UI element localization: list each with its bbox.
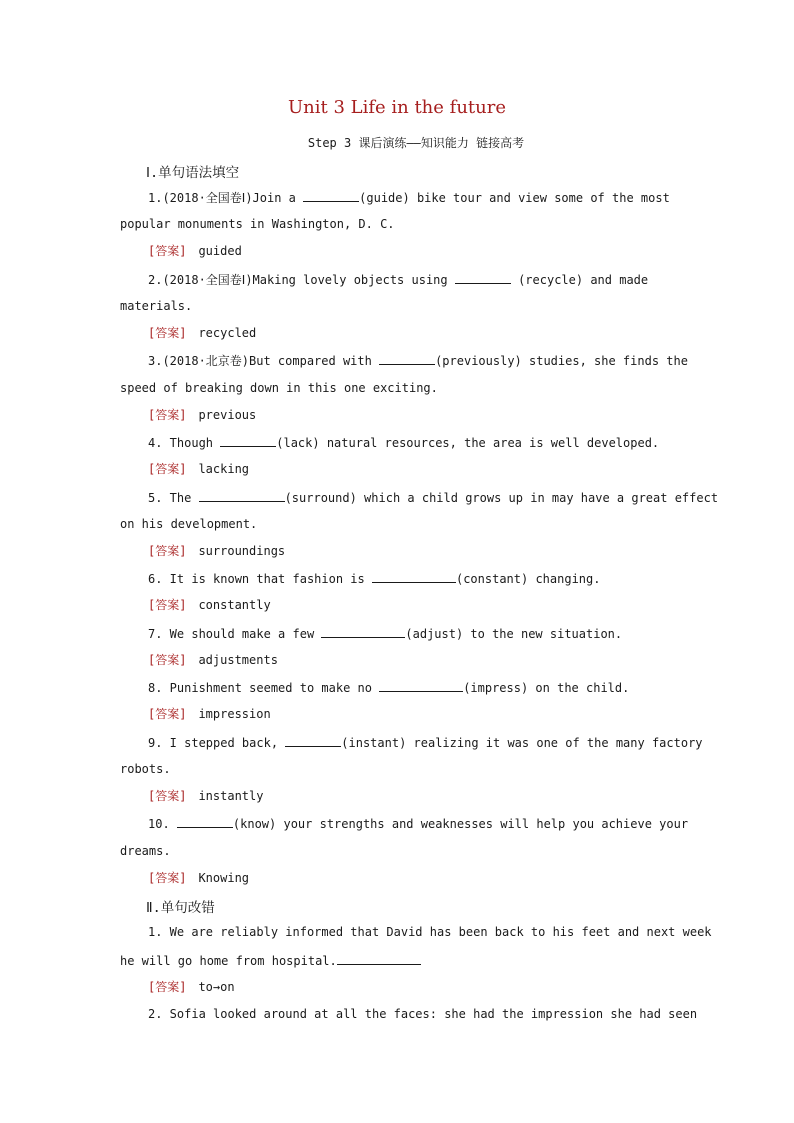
exercise-item-2: 2.(2018·全国卷Ⅰ)Making lovely objects using (recycle) and made [148, 273, 649, 287]
answer-blank [379, 352, 435, 365]
exercise-item-10: 10. (know) your strengths and weaknesses will help you achieve your [148, 817, 689, 831]
answer-blank [199, 489, 285, 502]
answer-blank [372, 570, 456, 583]
answer-8: [答案] impression [148, 707, 271, 721]
exercise-item-6: 6. It is known that fashion is (constant) changing. [148, 572, 601, 586]
exercise-item-9: 9. I stepped back, (instant) realizing it was one of the many factory [148, 736, 703, 750]
exercise-item-5-cont: on his development. [120, 517, 258, 531]
section-heading-1: Ⅰ.单句语法填空 [146, 165, 240, 181]
exercise-item-4: 4. Though (lack) natural resources, the area is well developed. [148, 436, 660, 450]
exercise-item-1-cont: popular monuments in Washington, D. C. [120, 217, 395, 231]
answer-6: [答案] constantly [148, 598, 271, 612]
exercise-item-2-cont: materials. [120, 299, 193, 313]
correction-item-1: 1. We are reliably informed that David has been back to his feet and next week [148, 925, 712, 939]
exercise-item-9-cont: robots. [120, 762, 171, 776]
exercise-item-3: 3.(2018·北京卷)But compared with (previously) studies, she finds the [148, 354, 688, 368]
answer-blank [303, 189, 359, 202]
exercise-item-3-cont: speed of breaking down in this one exciting. [120, 381, 438, 395]
exercise-item-5: 5. The (surround) which a child grows up in may have a great effect [148, 491, 719, 505]
section-heading-2: Ⅱ.单句改错 [146, 900, 215, 916]
exercise-item-7: 7. We should make a few (adjust) to the new situation. [148, 627, 623, 641]
answer-blank [220, 434, 276, 447]
answer-4: [答案] lacking [148, 462, 250, 476]
answer-9: [答案] instantly [148, 789, 264, 803]
answer-7: [答案] adjustments [148, 653, 278, 667]
answer-blank [455, 271, 511, 284]
answer-3: [答案] previous [148, 408, 257, 422]
exercise-item-10-cont: dreams. [120, 844, 171, 858]
answer-5: [答案] surroundings [148, 544, 286, 558]
answer-blank [285, 734, 341, 747]
answer-blank [379, 679, 463, 692]
answer-1: [答案] guided [148, 244, 242, 258]
page-title: Unit 3 Life in the future [287, 97, 506, 118]
answer-blank [337, 952, 421, 965]
correction-item-1-cont: he will go home from hospital. [120, 952, 421, 969]
exercise-item-8: 8. Punishment seemed to make no (impress) on the child. [148, 681, 630, 695]
correction-item-2: 2. Sofia looked around at all the faces: she had the impression she had seen [148, 1007, 698, 1021]
correction-answer-1: [答案] to→on [148, 980, 235, 994]
answer-2: [答案] recycled [148, 326, 257, 340]
answer-blank [321, 625, 405, 638]
exercise-item-1: 1.(2018·全国卷Ⅰ)Join a (guide) bike tour and view some of the most [148, 191, 670, 205]
answer-blank [177, 815, 233, 828]
answer-10: [答案] Knowing [148, 871, 250, 885]
page-subtitle: Step 3 课后演练——知识能力 链接高考 [307, 136, 525, 150]
